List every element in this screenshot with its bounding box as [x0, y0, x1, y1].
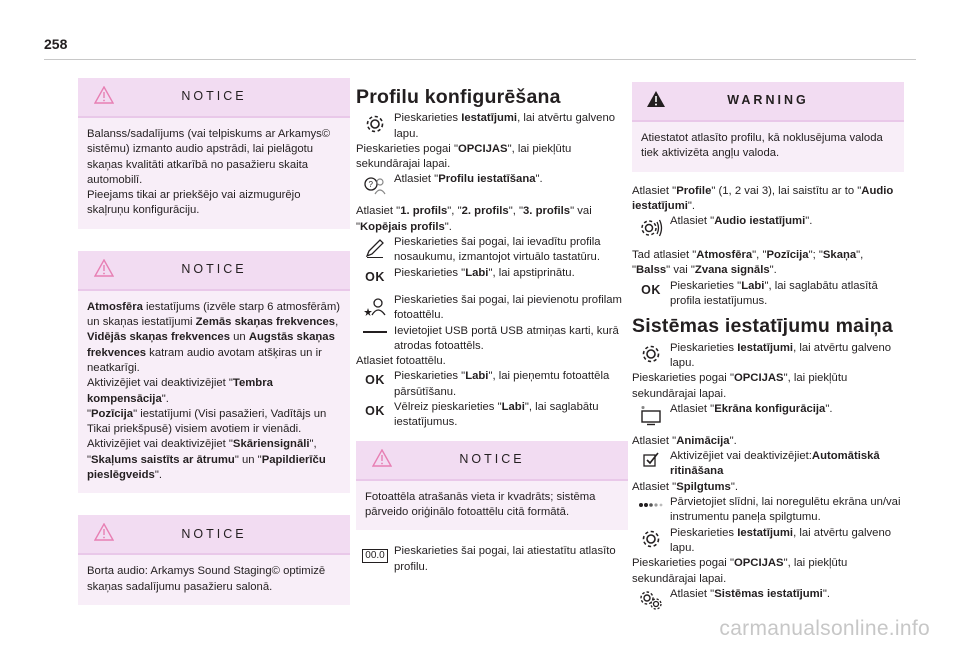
ok-icon: OK — [365, 269, 385, 284]
notice-title: NOTICE — [459, 451, 525, 466]
notice-text: Atmosfēra iestatījums (izvēle starp 6 atmosfērām) un skaņas iestatījumi Zemās skaņas frekvences, Vidējās skaņas frekvences un Augstās skaņas frekvences katram audio avotam atšķiras un ir neatkarīgi. Aktivizējiet vai deaktivizējiet "Tembra kompensācija". "Pozīcija" iestatījumi (Visi pasažieri, Vadītājs un Tikai priekšpusē) visiem avotiem ir vienādi. Aktivizējiet vai deaktivizējiet "Skāriensignāli", "Skaļums saistīts ar ātrumu" un "Papildierīču pieslēgveids". — [87, 300, 341, 482]
usb-icon — [362, 326, 388, 338]
page-number: 258 — [44, 36, 68, 52]
notice-box-balance — [78, 78, 350, 229]
notice-text: Fotoattēla atrašanās vieta ir kvadrāts; sistēma pārveido oriģinālo fotoattēlu citā formātā. — [365, 490, 596, 518]
gear-icon — [640, 343, 662, 365]
notice-title: NOTICE — [181, 262, 247, 277]
add-photo-icon — [363, 295, 387, 319]
notice-box-arkamys — [78, 515, 350, 605]
reset-icon: 00.0 — [362, 549, 387, 563]
notice-text: Borta audio: Arkamys Sound Staging© optimizē skaņas sadalījumu pasažieru salonā. — [87, 565, 326, 593]
header-divider — [44, 59, 916, 60]
notice-title: NOTICE — [181, 89, 247, 104]
warning-triangle-icon — [94, 86, 114, 104]
gear-icon — [364, 113, 386, 135]
ok-icon: OK — [641, 282, 661, 297]
warning-text: Atiestatot atlasīto profilu, kā noklusējuma valoda tiek aktivizēta angļu valoda. — [641, 132, 883, 160]
notice-box-photo — [356, 441, 628, 531]
column-middle: Profilu konfigurēšana Pieskarieties Iestatījumi, lai atvērtu galveno lapu. Pieskarieties pogai "OPCIJAS", lai piekļūtu sekundārajai lapai. ? Atlasiet "Profilu iestatīšana". Atlasiet "1. profils", "2. profils", "3. profils" vai "Kopējais profils". Pieskarieties šai pogai, lai ievadītu profila nosaukumu, izmantojot virtuālo tastatūru. OK Pieskarieties "Labi", lai apstiprinātu. Pieskarieties šai pogai, lai pievienotu profilam fotoattēlu. Ievietojiet USB portā USB atmiņas karti, kurā atrodas fotoattēls. Atlasiet fotoattēlu. OK Pieskarieties "Labi", lai pieņemtu fotoattēla pārsūtīšanu. OK Vēlreiz pieskarieties "Labi", lai saglabātu iestatījumus. NOTICE Fotoattēla atrašanās vieta ir kvadrāts; sistēma pārveido oriģinālo fotoattēlu citā formātā. 00.0 Pieskarieties šai pogai, lai atiestatītu atlasīto profilu. — [356, 82, 628, 575]
warning-triangle-icon — [94, 523, 114, 541]
column-left — [78, 78, 350, 627]
system-settings-icon — [638, 589, 664, 611]
audio-settings-icon — [638, 216, 664, 240]
warning-triangle-icon — [372, 449, 392, 467]
section-heading: Profilu konfigurēšana — [356, 86, 561, 108]
warning-triangle-icon — [94, 259, 114, 277]
notice-title: NOTICE — [181, 526, 247, 541]
checkbox-icon — [642, 451, 660, 469]
ok-icon: OK — [365, 373, 385, 388]
warning-box — [632, 82, 904, 172]
gear-icon — [640, 528, 662, 550]
profile-icon — [362, 174, 388, 196]
notice-box-atmosphere — [78, 251, 350, 494]
notice-text: Balanss/sadalījums (vai telpiskums ar Arkamys© sistēmu) izmanto audio apstrādi, lai pielāgotu skaņas kvalitāti atkarībā no pasažieru skaita automobilī. Pieejams tikai ar priekšējo vai aizmugurējo skaļruņu konfigurāciju. — [87, 128, 331, 217]
watermark: carmanualsonline.info — [719, 617, 930, 640]
screen-config-icon — [639, 404, 663, 426]
warning-triangle-icon — [646, 90, 666, 108]
brightness-slider-icon — [638, 497, 664, 511]
ok-icon: OK — [365, 404, 385, 419]
section-heading: Sistēmas iestatījumu maiņa — [632, 315, 893, 338]
warning-title: WARNING — [727, 93, 809, 108]
svg-text:?: ? — [368, 180, 373, 190]
pencil-icon — [364, 237, 386, 259]
column-right: WARNING Atiestatot atlasīto profilu, kā noklusējuma valoda tiek aktivizēta angļu valoda. Atlasiet "Profile" (1, 2 vai 3), lai saistītu ar to "Audio iestatījumi". Atlasiet "Audio iestatījumi". Tad atlasiet "Atmosfēra", "Pozīcija"; "Skaņa", "Balss" vai "Zvana signāls". OK Pieskarieties "Labi", lai saglabātu atlasītā profila iestatījumus. Sistēmas iestatījumu maiņa Pieskarieties Iestatījumi, lai atvērtu galveno lapu. Pieskarieties pogai "OPCIJAS", lai piekļūtu sekundārajai lapai. Atlasiet "Ekrāna konfigurācija". Atlasiet "Animācija". Aktivizējiet vai deaktivizējiet:Automātiskā ritināšana Atlasiet "Spilgtums". Pārvietojiet slīdni, lai noregulētu ekrāna un/vai instrumentu paneļa spilgtumu. Pieskarieties Iestatījumi, lai atvērtu galveno lapu. Pieskarieties pogai "OPCIJAS", lai piekļūtu sekundārajai lapai. Atlasiet "Sistēmas iestatījumi". — [632, 82, 904, 611]
